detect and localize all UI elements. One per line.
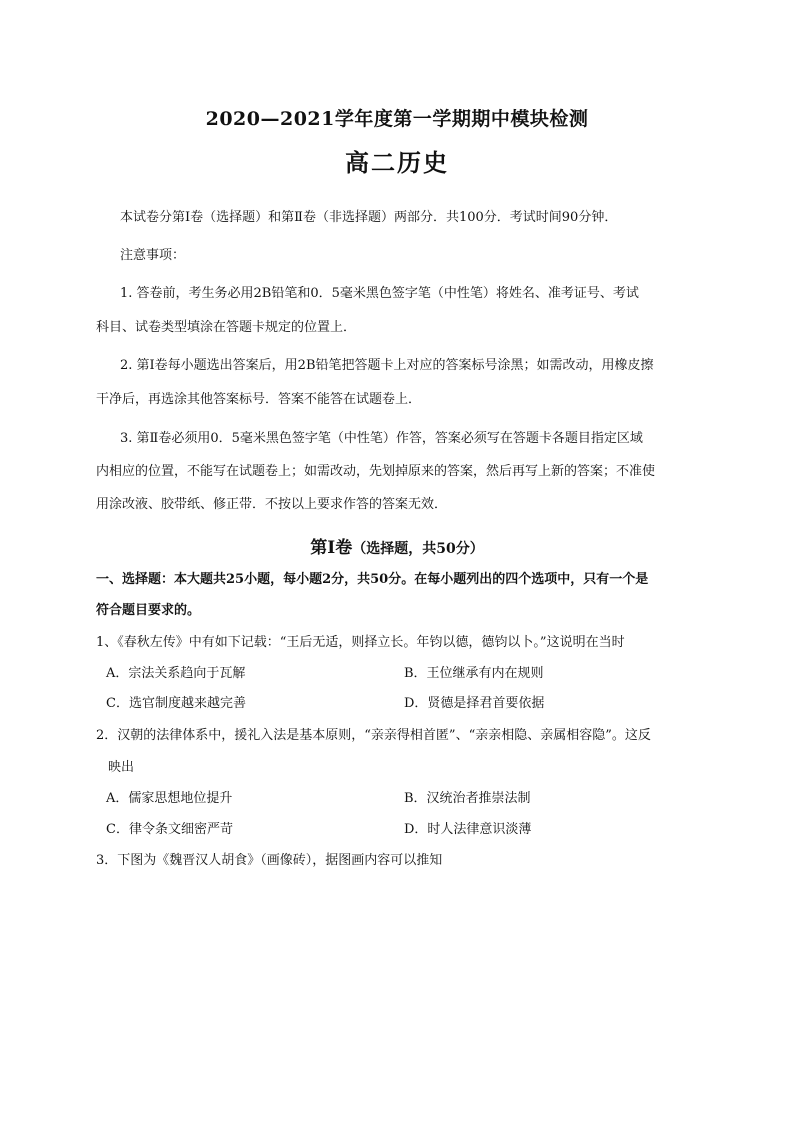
intro-summary: 本试卷分第Ⅰ卷（选择题）和第Ⅱ卷（非选择题）两部分．共100分．考试时间90分钟．	[120, 210, 618, 225]
question-2-option-c: C．律令条文细密严苛	[106, 822, 233, 837]
question-1-option-a: A．宗法关系趋向于瓦解	[106, 666, 246, 681]
question-1-option-b: B．王位继承有内在规则	[404, 666, 544, 681]
note-3-line-1: 3. 第Ⅱ卷必须用0．5毫米黑色签字笔（中性笔）作答，答案必须写在答题卡各题目指定区域	[120, 431, 643, 446]
question-3-stem: 3．下图为《魏晋汉人胡食》（画像砖），据图画内容可以推知	[96, 853, 443, 868]
exam-title: 2020—2021学年度第一学期期中模块检测	[205, 108, 589, 130]
note-3-line-3: 用涂改液、胶带纸、修正带．不按以上要求作答的答案无效．	[96, 497, 448, 512]
notice-label: 注意事项：	[120, 248, 186, 263]
note-3-line-2: 内相应的位置，不能写在试题卷上；如需改动，先划掉原来的答案，然后再写上新的答案；不准使	[96, 464, 656, 479]
note-1-line-2: 科目、试卷类型填涂在答题卡规定的位置上．	[96, 320, 357, 335]
question-2-stem-line-1: 2．汉朝的法律体系中，援礼入法是基本原则，“亲亲得相首匿”、“亲亲相隐、亲属相容隐”。这反	[96, 728, 651, 743]
question-2-option-b: B．汉统治者推崇法制	[404, 791, 531, 806]
note-1-line-1: 1. 答卷前，考生务必用2B铅笔和0．5毫米黑色签字笔（中性笔）将姓名、准考证号、考试	[120, 286, 639, 301]
question-1-option-c: C．选官制度越来越完善	[106, 696, 246, 711]
note-2-line-1: 2. 第Ⅰ卷每小题选出答案后，用2B铅笔把答题卡上对应的答案标号涂黑；如需改动，用橡皮擦	[120, 358, 654, 373]
note-2-line-2: 干净后，再选涂其他答案标号．答案不能答在试题卷上．	[96, 392, 422, 407]
question-2-option-d: D．时人法律意识淡薄	[404, 822, 532, 837]
section-1-heading-main: 第Ⅰ卷	[310, 538, 353, 558]
question-2-option-a: A．儒家思想地位提升	[106, 791, 233, 806]
subject-title: 高二历史	[345, 148, 449, 177]
section-1-heading-sub: （选择题，共50分）	[352, 541, 484, 557]
question-2-stem-line-2: 映出	[108, 760, 135, 775]
section-1-heading	[0, 533, 794, 558]
section-1-instruction-line-2: 符合题目要求的。	[96, 603, 201, 618]
question-1-stem: 1、《春秋左传》中有如下记载：“王后无适，则择立长。年钧以德，德钧以卜。”这说明在当时	[96, 635, 625, 650]
question-1-option-d: D．贤德是择君首要依据	[404, 696, 545, 711]
section-1-instruction-line-1: 一、选择题：本大题共25小题，每小题2分，共50分。在每小题列出的四个选项中，只有一个是	[96, 572, 649, 587]
